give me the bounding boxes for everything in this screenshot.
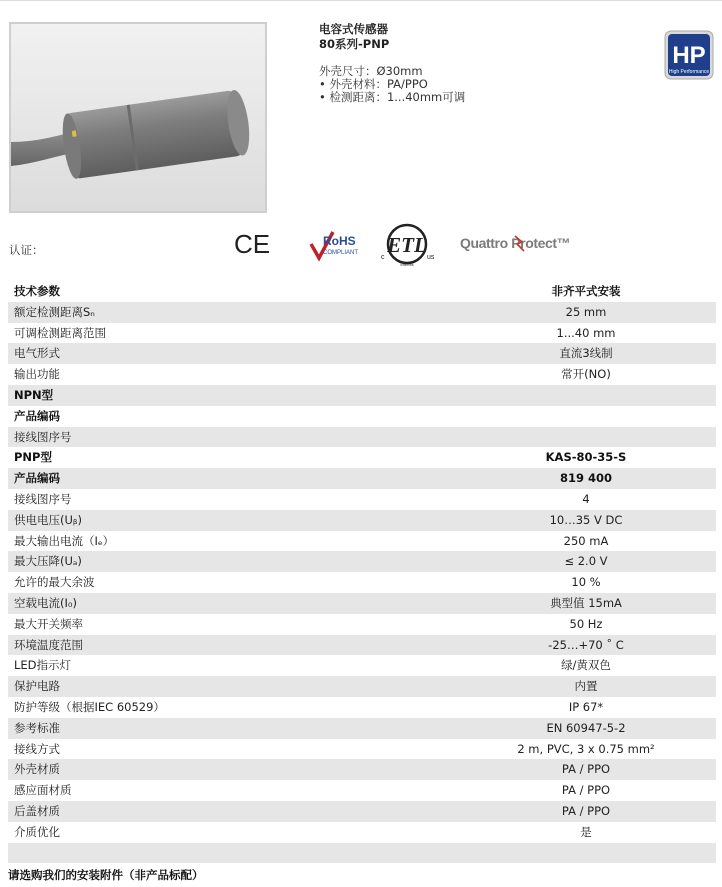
param-label: 电气形式 (8, 343, 450, 364)
param-value: 内置 (450, 676, 716, 697)
table-row (8, 676, 716, 697)
param-label (8, 843, 450, 864)
svg-text:CE: CE (234, 230, 271, 256)
top-divider (0, 0, 722, 1)
param-value: 10 % (571, 575, 601, 590)
svg-text:RoHS: RoHS (323, 234, 356, 248)
certification-label: 认证： (9, 243, 44, 257)
param-label: 接线图序号 (14, 491, 72, 506)
param-value: -25…+70 ˚ C (450, 635, 716, 656)
svg-text:c: c (381, 254, 385, 261)
quattro-protect-icon (460, 232, 590, 258)
table-row (8, 406, 716, 427)
table-row (8, 385, 716, 406)
param-value: KAS-80-35-S (545, 450, 627, 465)
param-value: 1...40 mm (556, 325, 616, 340)
spec-housing-material: • 外壳材料：PA/PPO (319, 77, 428, 91)
table-row (8, 281, 716, 302)
table-row (8, 635, 716, 656)
param-label: 输出功能 (14, 367, 60, 382)
table-row (8, 614, 716, 635)
param-value: PA / PPO (450, 801, 716, 822)
param-value: 直流3线制 (450, 343, 716, 364)
table-row (8, 343, 716, 364)
param-value: 4 (582, 491, 590, 506)
param-value: 10…35 V DC (450, 510, 716, 531)
param-label: 接线方式 (14, 741, 60, 756)
sensor-image (11, 24, 265, 211)
param-value: 250 mA (563, 533, 609, 548)
param-label: 感应面材质 (14, 783, 72, 798)
hp-logo-subtext: High Performance (668, 69, 710, 75)
param-label: 最大压降(Uₐ) (8, 551, 450, 572)
param-value: 绿/黄双色 (561, 658, 611, 673)
product-specs (319, 65, 465, 104)
param-label: 环境温度范围 (8, 635, 450, 656)
table-row (8, 489, 716, 510)
rohs-icon (309, 230, 367, 266)
product-title (319, 22, 389, 52)
table-row (8, 759, 716, 780)
table-row (8, 655, 716, 676)
title-line-2: 80系列-PNP (319, 37, 390, 51)
param-label: 最大输出电流（Iₑ） (14, 533, 115, 548)
param-label: 允许的最大余波 (14, 575, 95, 590)
product-photo (9, 22, 267, 213)
table-row (8, 697, 716, 718)
svg-text:us: us (427, 254, 435, 261)
param-value: 是 (580, 824, 592, 839)
table-row (8, 593, 716, 614)
spec-sensing-range: • 检测距离：1...40mm可调 (319, 90, 466, 104)
table-row (8, 531, 716, 552)
etl-icon (378, 222, 440, 272)
param-value (450, 385, 716, 406)
param-value: IP 67* (568, 699, 604, 714)
svg-text:COMPLIANT: COMPLIANT (323, 250, 359, 256)
param-value: 819 400 (450, 468, 716, 489)
param-label: 空载电流(I₀) (8, 593, 450, 614)
param-value: EN 60947-5-2 (450, 718, 716, 739)
table-row (8, 447, 716, 468)
param-label: 介质优化 (14, 824, 60, 839)
parameter-table (8, 281, 716, 863)
param-value: 典型值 15mA (450, 593, 716, 614)
param-value (450, 843, 716, 864)
param-value (450, 427, 716, 448)
param-label: 保护电路 (8, 676, 450, 697)
param-value: 2 m, PVC, 3 x 0.75 mm² (517, 741, 655, 756)
ce-mark-icon (234, 230, 274, 260)
param-label: 技术参数 (14, 284, 60, 298)
param-value: 50 Hz (569, 616, 603, 631)
param-value: 25 mm (450, 302, 716, 323)
table-row (8, 427, 716, 448)
param-label: 产品编码 (14, 408, 60, 423)
param-value: PA / PPO (561, 783, 611, 798)
table-row (8, 468, 716, 489)
param-label: 后盖材质 (8, 801, 450, 822)
table-row (8, 822, 716, 843)
table-row (8, 718, 716, 739)
param-label: 产品编码 (8, 468, 450, 489)
param-label: LED指示灯 (14, 658, 72, 673)
param-label: PNP型 (14, 450, 52, 465)
hp-logo (664, 30, 714, 80)
param-value (450, 406, 716, 427)
svg-text:Quattro Protect™: Quattro Protect™ (460, 235, 571, 251)
param-label: 可调检测距离范围 (14, 325, 106, 340)
table-row (8, 739, 716, 760)
table-row (8, 551, 716, 572)
table-row (8, 843, 716, 864)
param-label: NPN型 (8, 385, 450, 406)
param-label: 接线图序号 (8, 427, 450, 448)
table-row (8, 302, 716, 323)
hp-logo-text: HP (672, 42, 706, 69)
table-row (8, 323, 716, 344)
param-label: 额定检测距离Sₙ (8, 302, 450, 323)
table-row (8, 364, 716, 385)
table-row (8, 510, 716, 531)
param-label: 参考标准 (8, 718, 450, 739)
param-label: 最大开关频率 (14, 616, 83, 631)
spec-housing-size: 外壳尺寸：Ø30mm (319, 64, 423, 78)
param-label: 供电电压(Uᵦ) (8, 510, 450, 531)
table-row (8, 801, 716, 822)
accessories-note: 请选购我们的安装附件（非产品标配） (8, 868, 204, 882)
table-row (8, 572, 716, 593)
param-value: PA / PPO (450, 759, 716, 780)
param-value: 非齐平式安装 (551, 284, 621, 298)
param-value: 常开(NO) (561, 367, 611, 382)
svg-text:ETL: ETL (387, 233, 427, 257)
param-value: ≤ 2.0 V (450, 551, 716, 572)
param-label: 防护等级（根据IEC 60529） (14, 699, 165, 714)
title-line-1: 电容式传感器 (319, 22, 388, 36)
param-label: 外壳材质 (8, 759, 450, 780)
table-row (8, 780, 716, 801)
svg-text:Intertek: Intertek (400, 262, 414, 267)
